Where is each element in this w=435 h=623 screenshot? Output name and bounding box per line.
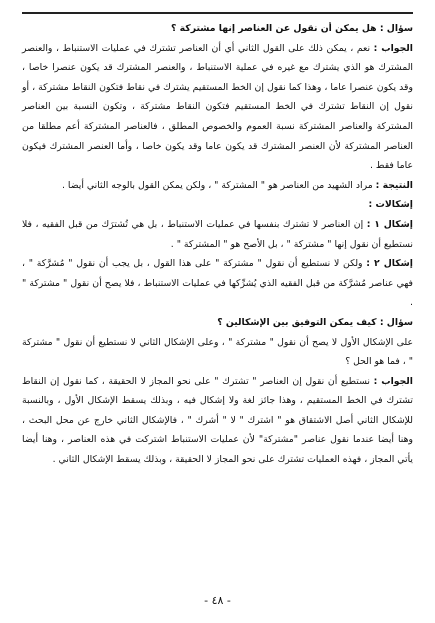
question-2-heading: سؤال : كيف يمكن التوفيق بين الإشكالين ؟ — [217, 316, 413, 328]
answer-1-text: نعم ، يمكن ذلك على القول الثاني أي أن العناصر تشترك في عمليات الاستنباط ، والعنصر المشترك هو الذي يشترك مع غيره في عملية الاستنباط ، والعنصر المشترك قد يكون عنصرا خاصا ، وقد يكون عنصرا عاما ، وهذا كما نقول إن الخط المستقيم يشترك في نقاط فتكون النقاط مشتركة ، أو نقول إن النقاط تشترك في الخط المستقيم فتكون النقاط مشتركة ، وتكون النسبة بين العناصر المشتركة والعناصر المشتركة نسبة العموم والخصوص المطلق ، فالعناصر المشتركة أعم مطلقا من العناصر المشتركة لأن العنصر المشترك قد يكون عاما وقد يكون خاصا ، وأما العنصر المشترك فيكون عاما فقط . — [22, 42, 413, 172]
result-text: مراد الشهيد من العناصر هو " المشتركة " ، ولكن يمكن القول بالوجه الثاني أيضا . — [61, 179, 376, 191]
answer-2-paragraph — [22, 372, 413, 470]
answer-2-text: نستطيع أن نقول إن العناصر " تشترك " على نحو المجاز لا الحقيقة ، كما نقول إن النقاط تشترك في الخط المستقيم ، وهذا جائز لغة ولا إشكال فيه ، وبذلك يسقط الإشكال الأول ، وبالنسبة للإشكال الثاني أصل الاشتقاق هو " اشترك " لا " أشرك " ، فالإشكال الثاني خارج عن محل البحث ، وهنا أيضا عندما نقول عناصر "مشتركة" لأن عمليات الاستنباط اشتركت في هذه العناصر ، وهنا أيضا يأتي المجاز ، فهذه العمليات تشترك على نحو المجاز لا الحقيقة ، وبذلك يسقط الإشكال الثاني . — [22, 375, 413, 466]
top-rule — [22, 12, 413, 14]
question-1-paragraph — [22, 19, 413, 176]
question-1-heading: سؤال : هل يمكن أن نقول عن العناصر إنها مشتركة ؟ — [171, 23, 413, 34]
result-label: النتيجة : — [375, 179, 413, 191]
problem-2-text: ولكن لا نستطيع أن نقول " مشتركة " على هذا القول ، بل يجب أن نقول " مُشرَّكة " ، فهي عناصر مُشرَّكة من قبل الفقيه الذي يُشرِّكها في عمليات الاستنباط ، فلا يصح أن نقول " مشتركة " . — [22, 258, 413, 309]
answer-1-label: الجواب : — [373, 42, 413, 54]
question-2-text: على الإشكال الأول لا يصح أن نقول " مشتركة " ، وعلى الإشكال الثاني لا نستطيع أن نقول " مشتركة " ، فما هو الحل ؟ — [22, 336, 413, 368]
page-number: - ٤٨ - — [204, 594, 231, 607]
answer-2-label: الجواب : — [373, 375, 413, 387]
result-paragraph — [22, 176, 413, 215]
problem-1-paragraph — [22, 215, 413, 254]
question-2-paragraph — [22, 313, 413, 372]
problem-2-paragraph — [22, 254, 413, 313]
problem-2-label: إشكال ٢ : — [366, 258, 413, 270]
problem-1-label: إشكال ١ : — [366, 218, 413, 230]
problems-heading: إشكالات : — [368, 199, 413, 211]
problem-1-text: إن العناصر لا تشترك بنفسها في عمليات الاستنباط ، بل هي تُشترَك من قبل الفقيه ، فلا نستطيع أن نقول إنها " مشتركة " ، بل الأصح هو " المشتركة " . — [22, 218, 413, 250]
